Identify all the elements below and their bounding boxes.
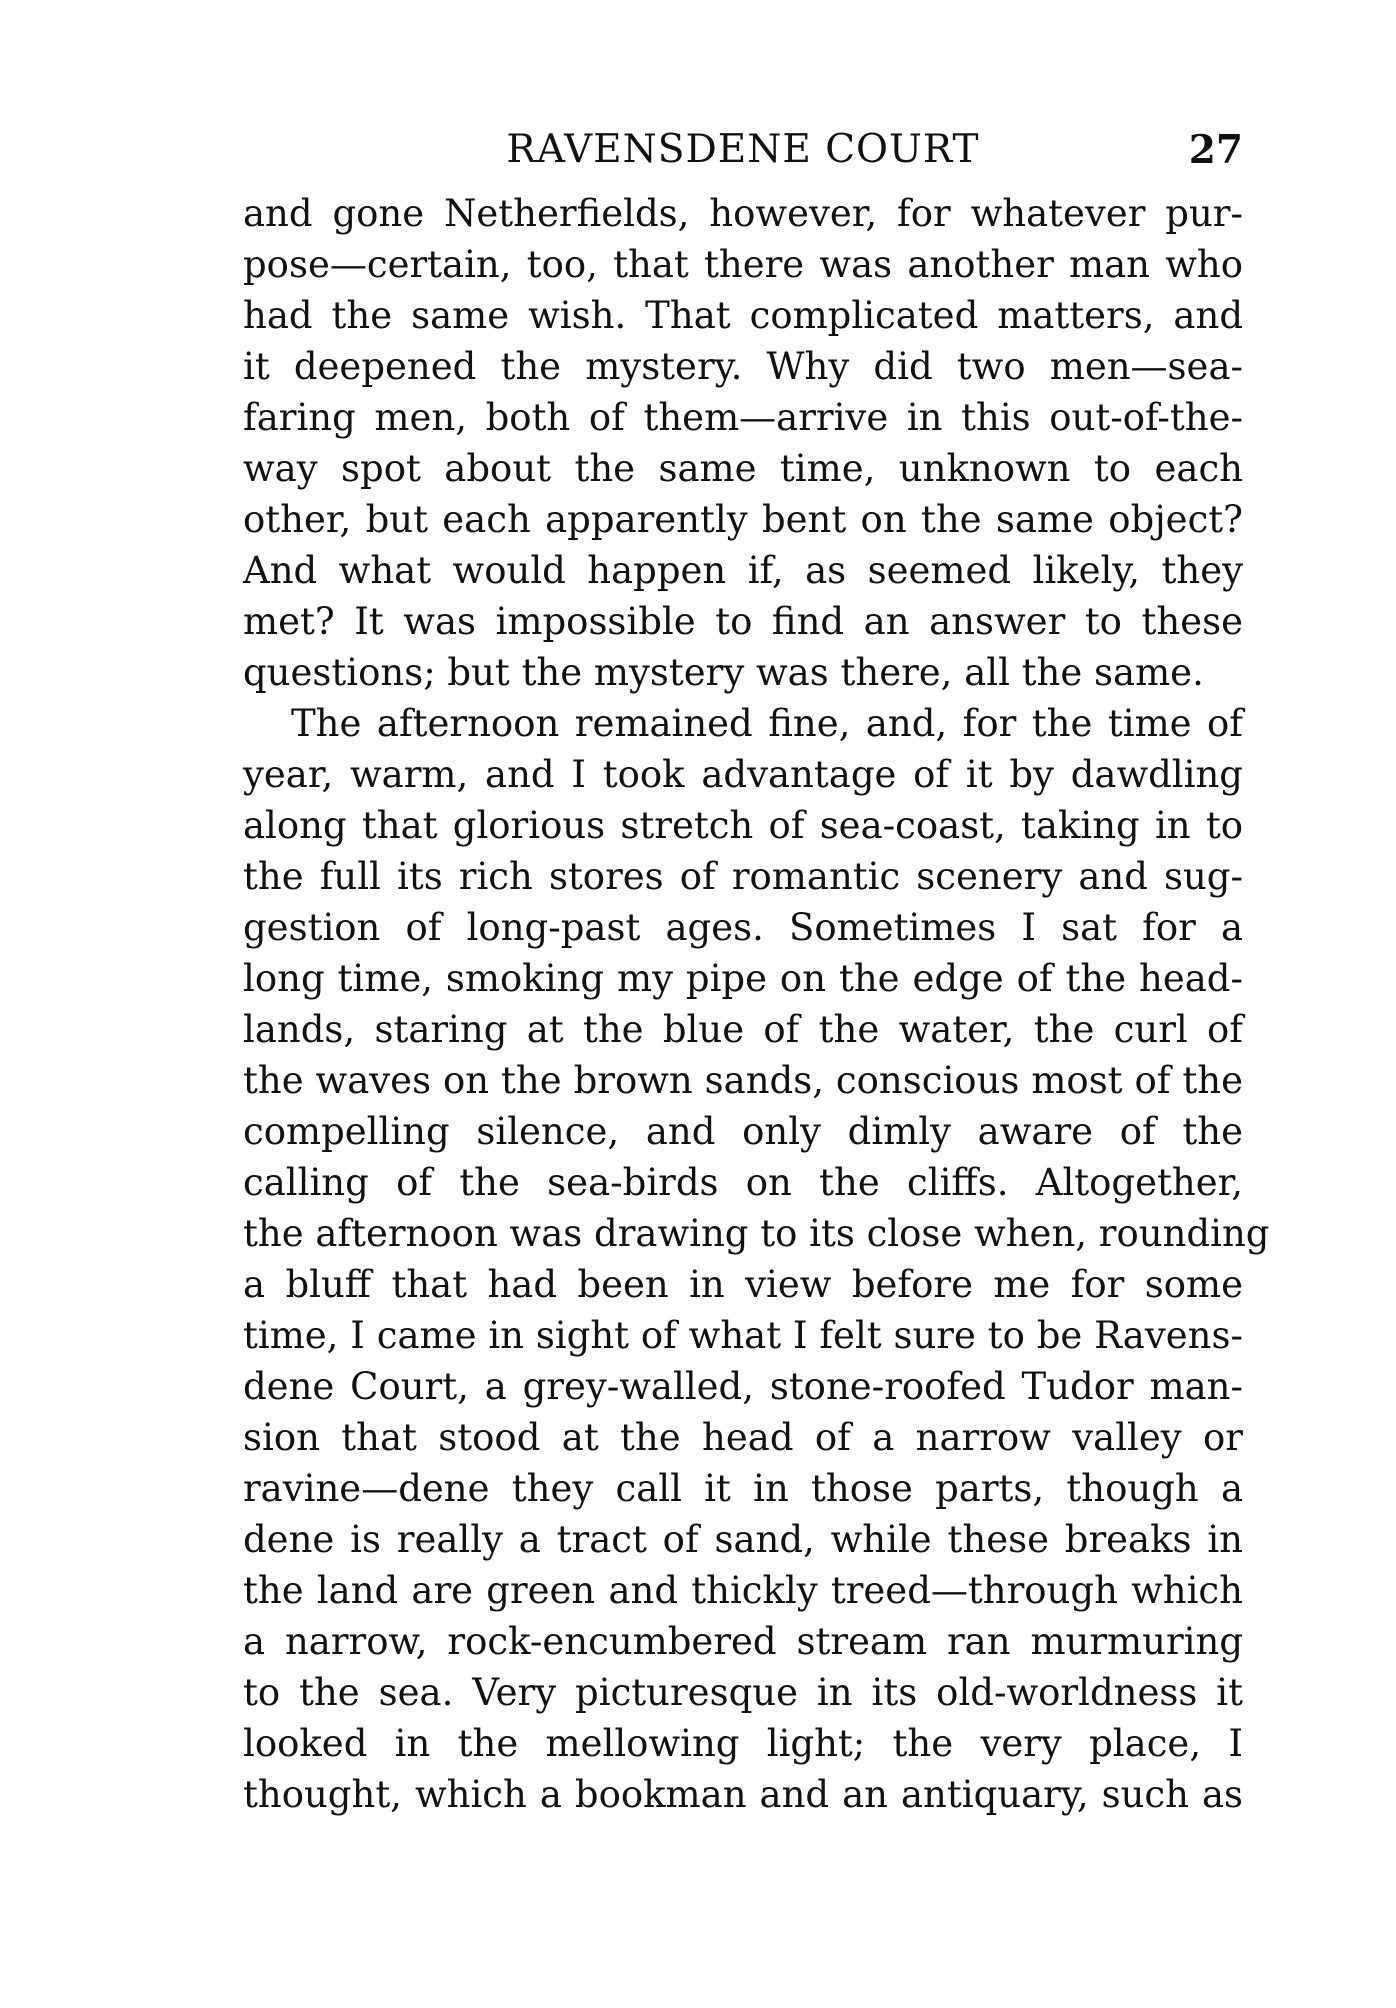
paragraph-2 (243, 698, 1270, 1820)
text-line: calling of the sea-birds on the cliffs. Altogether, (243, 1161, 1243, 1204)
text-line: the full its rich stores of romantic scenery and sug- (243, 855, 1243, 898)
text-line: long time, smoking my pipe on the edge of the head- (243, 957, 1243, 1000)
text-line: ravine—dene they call it in those parts, though a (243, 1467, 1243, 1510)
text-line: The afternoon remained fine, and, for the time of (291, 702, 1243, 745)
text-line: looked in the mellowing light; the very place, I (243, 1722, 1243, 1765)
text-line: pose—certain, too, that there was another man who (243, 243, 1243, 286)
text-line: a bluff that had been in view before me for some (243, 1263, 1243, 1306)
text-line: a narrow, rock-encumbered stream ran murmuring (243, 1620, 1243, 1663)
body-text (243, 188, 1270, 1820)
text-line: sion that stood at the head of a narrow valley or (243, 1416, 1243, 1459)
page-number: 27 (1188, 127, 1243, 173)
text-line: and gone Netherfields, however, for whatever pur- (243, 192, 1243, 235)
text-line: the land are green and thickly treed—through which (243, 1569, 1243, 1612)
text-line: thought, which a bookman and an antiquary, such as (243, 1773, 1243, 1816)
text-line: other, but each apparently bent on the same object? (243, 498, 1243, 541)
text-line: along that glorious stretch of sea-coast, taking in to (243, 804, 1243, 847)
text-line: faring men, both of them—arrive in this out-of-the- (243, 396, 1243, 439)
text-line: year, warm, and I took advantage of it by dawdling (243, 753, 1243, 796)
text-line: the waves on the brown sands, conscious most of the (243, 1059, 1243, 1102)
text-line: compelling silence, and only dimly aware of the (243, 1110, 1243, 1153)
text-line: had the same wish. That complicated matters, and (243, 294, 1243, 337)
running-title: RAVENSDENE COURT (506, 127, 980, 172)
text-line: And what would happen if, as seemed likely, they (243, 549, 1243, 592)
text-line: time, I came in sight of what I felt sure to be Ravens- (243, 1314, 1243, 1357)
text-line: it deepened the mystery. Why did two men—sea- (243, 345, 1243, 388)
text-line: lands, staring at the blue of the water, the curl of (243, 1008, 1243, 1051)
text-line: dene is really a tract of sand, while these breaks in (243, 1518, 1243, 1561)
text-line: gestion of long-past ages. Sometimes I sat for a (243, 906, 1243, 949)
text-line: dene Court, a grey-walled, stone-roofed Tudor man- (243, 1365, 1243, 1408)
text-line: met? It was impossible to find an answer to these (243, 600, 1243, 643)
text-line: questions; but the mystery was there, all the same. (243, 651, 1204, 694)
text-line: the afternoon was drawing to its close when, rounding (243, 1212, 1270, 1255)
text-line: to the sea. Very picturesque in its old-worldness it (243, 1671, 1243, 1714)
paragraph-1 (243, 188, 1243, 698)
text-line: way spot about the same time, unknown to each (243, 447, 1243, 490)
running-head (243, 120, 1243, 180)
